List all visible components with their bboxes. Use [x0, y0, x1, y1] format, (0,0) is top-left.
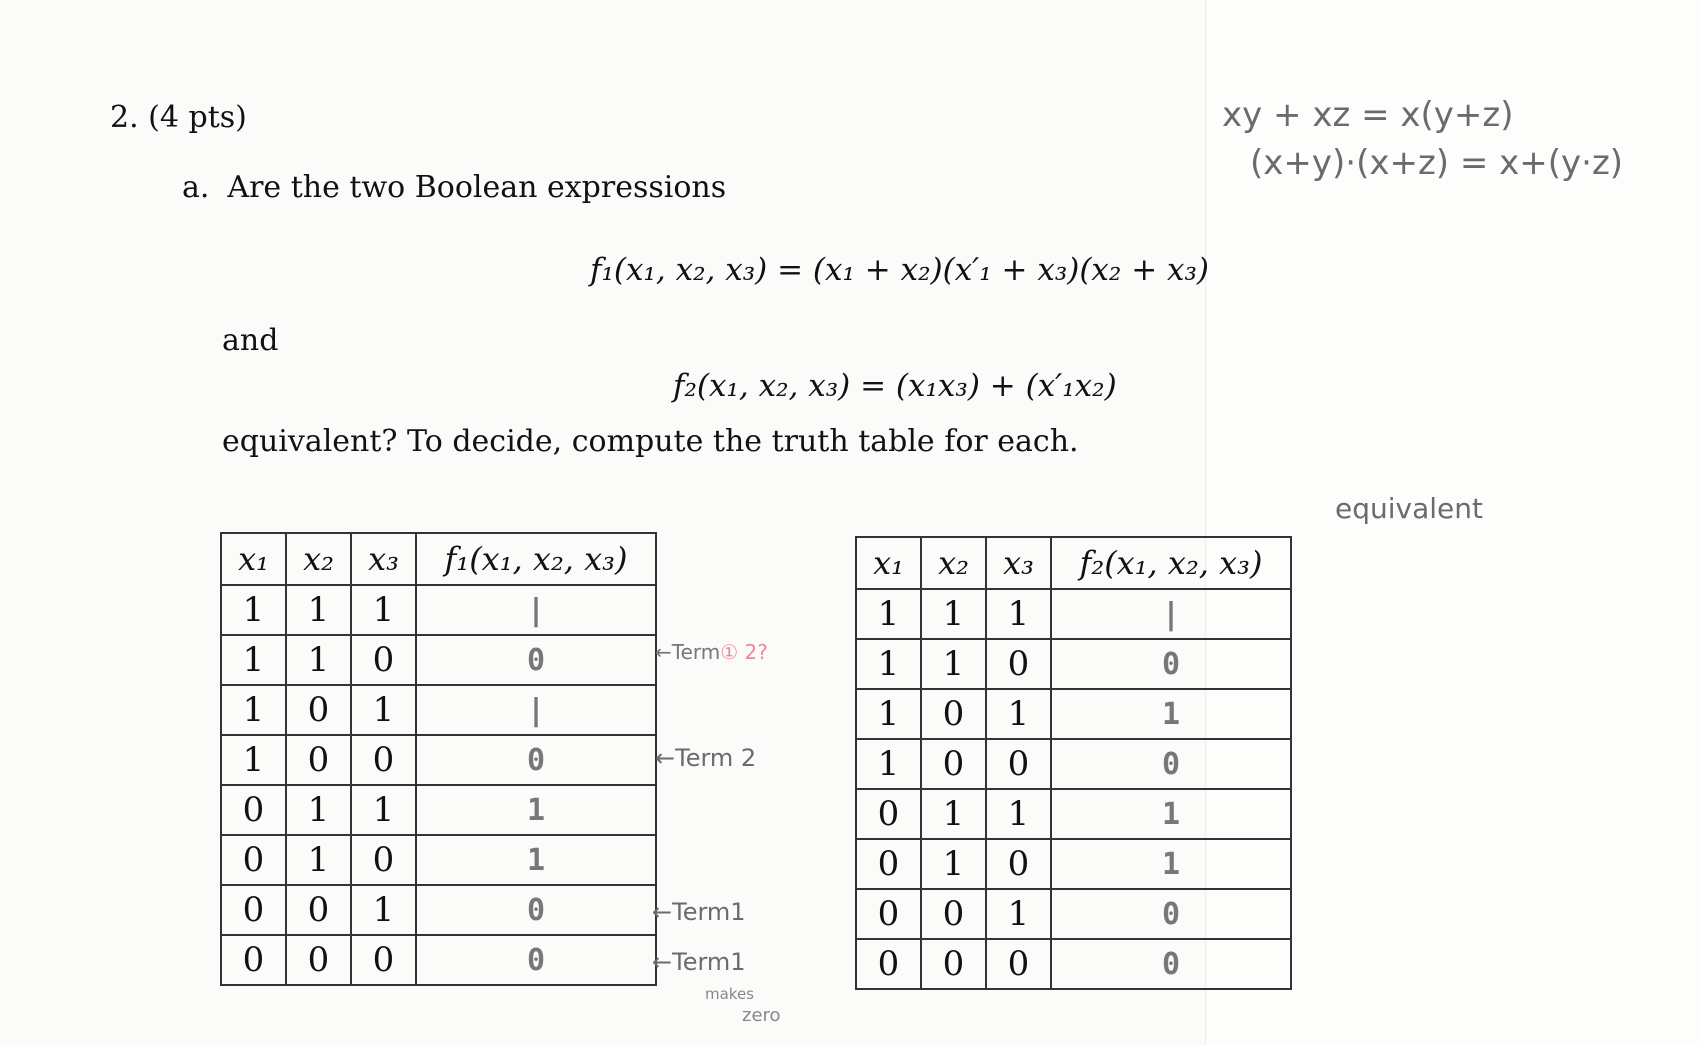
cell-x3: 0 — [351, 835, 416, 885]
cell-f-value: 1 — [1051, 839, 1291, 889]
table-row — [221, 685, 656, 735]
cell-x2: 1 — [921, 589, 986, 639]
cell-x1: 1 — [221, 685, 286, 735]
part-label: a. — [182, 170, 210, 205]
cell-x2: 0 — [921, 939, 986, 989]
handwritten-equivalent: equivalent — [1335, 492, 1483, 525]
cell-x2: 1 — [286, 635, 351, 685]
cell-x2: 0 — [286, 935, 351, 985]
cell-f-value: 1 — [416, 835, 656, 885]
truth-table-f1 — [220, 532, 657, 986]
cell-x3: 1 — [351, 885, 416, 935]
cell-x1: 1 — [221, 585, 286, 635]
cell-x2: 1 — [921, 839, 986, 889]
cell-x2: 1 — [921, 789, 986, 839]
handwritten-note-zero: zero — [742, 1005, 781, 1026]
cell-f-value: 0 — [1051, 639, 1291, 689]
handwritten-note-term-a — [655, 640, 768, 664]
cell-x3: 1 — [986, 789, 1051, 839]
table-row — [856, 939, 1291, 989]
header-x3: x₃ — [986, 537, 1051, 589]
table-row — [856, 789, 1291, 839]
handwritten-note-term2: ←Term 2 — [655, 744, 757, 772]
formula-f2: f₂(x₁, x₂, x₃) = (x₁x₃) + (x′₁x₂) — [673, 368, 1117, 404]
table-row — [856, 739, 1291, 789]
cell-f-value: 1 — [1051, 789, 1291, 839]
cell-x1: 1 — [856, 689, 921, 739]
cell-f-value: 0 — [416, 735, 656, 785]
cell-x2: 0 — [921, 739, 986, 789]
cell-x2: 1 — [286, 785, 351, 835]
cell-x3: 0 — [986, 639, 1051, 689]
handwritten-note-makes: makes — [705, 985, 754, 1003]
cell-x3: 1 — [986, 689, 1051, 739]
cell-x3: 1 — [351, 785, 416, 835]
note-term-a-text: ←Term — [655, 640, 721, 664]
cell-x2: 1 — [286, 835, 351, 885]
table-row — [221, 735, 656, 785]
table-row — [856, 839, 1291, 889]
cell-x1: 0 — [856, 939, 921, 989]
cell-f-value: 0 — [416, 885, 656, 935]
table-row — [221, 935, 656, 985]
table-row — [221, 635, 656, 685]
question-text: equivalent? To decide, compute the truth table for each. — [222, 424, 1079, 459]
cell-x1: 0 — [221, 785, 286, 835]
cell-x2: 0 — [921, 689, 986, 739]
cell-x1: 0 — [856, 889, 921, 939]
table-row — [221, 585, 656, 635]
cell-f-value: 1 — [416, 785, 656, 835]
cell-x3: 1 — [986, 589, 1051, 639]
header-x3: x₃ — [351, 533, 416, 585]
table-row — [221, 835, 656, 885]
cell-f-value: | — [416, 585, 656, 635]
cell-f-value: 0 — [416, 935, 656, 985]
header-x2: x₂ — [921, 537, 986, 589]
handwritten-identity-2: (x+y)·(x+z) = x+(y·z) — [1250, 143, 1624, 183]
cell-f-value: | — [1051, 589, 1291, 639]
handwritten-note-term1: ←Term1 — [652, 898, 746, 926]
cell-x1: 1 — [856, 739, 921, 789]
cell-f-value: 0 — [416, 635, 656, 685]
part-intro: Are the two Boolean expressions — [227, 170, 727, 205]
handwritten-note-term1b: ←Term1 — [652, 948, 746, 976]
cell-x1: 0 — [856, 839, 921, 889]
cell-x2: 1 — [286, 585, 351, 635]
cell-f-value: 0 — [1051, 939, 1291, 989]
handwritten-identity-1: xy + xz = x(y+z) — [1222, 95, 1514, 135]
cell-x3: 1 — [986, 889, 1051, 939]
table-header-row — [221, 533, 656, 585]
cell-x1: 0 — [221, 835, 286, 885]
cell-f-value: 0 — [1051, 889, 1291, 939]
cell-x1: 0 — [221, 885, 286, 935]
table-header-row — [856, 537, 1291, 589]
cell-x3: 0 — [351, 635, 416, 685]
cell-x1: 0 — [221, 935, 286, 985]
table-row — [221, 785, 656, 835]
table-row — [856, 889, 1291, 939]
header-x1: x₁ — [856, 537, 921, 589]
cell-x2: 0 — [286, 735, 351, 785]
cell-x1: 1 — [221, 635, 286, 685]
cell-x3: 0 — [351, 735, 416, 785]
problem-number: 2. (4 pts) — [110, 100, 247, 135]
part-a-prompt — [182, 170, 726, 205]
header-f1: f₁(x₁, x₂, x₃) — [416, 533, 656, 585]
formula-f1: f₁(x₁, x₂, x₃) = (x₁ + x₂)(x′₁ + x₃)(x₂ + x₃) — [590, 252, 1210, 288]
cell-f-value: 0 — [1051, 739, 1291, 789]
cell-x3: 0 — [986, 939, 1051, 989]
cell-x3: 1 — [351, 685, 416, 735]
cell-x2: 0 — [286, 885, 351, 935]
header-x2: x₂ — [286, 533, 351, 585]
cell-x2: 0 — [921, 889, 986, 939]
table-row — [856, 639, 1291, 689]
header-x1: x₁ — [221, 533, 286, 585]
cell-x1: 1 — [221, 735, 286, 785]
table-row — [856, 689, 1291, 739]
cell-x3: 0 — [986, 839, 1051, 889]
header-f2: f₂(x₁, x₂, x₃) — [1051, 537, 1291, 589]
and-text: and — [222, 323, 279, 358]
cell-x3: 0 — [986, 739, 1051, 789]
cell-f-value: 1 — [1051, 689, 1291, 739]
cell-x1: 0 — [856, 789, 921, 839]
note-term-a-mark: ① 2? — [720, 640, 768, 664]
cell-x1: 1 — [856, 589, 921, 639]
cell-x2: 0 — [286, 685, 351, 735]
cell-x2: 1 — [921, 639, 986, 689]
cell-x3: 1 — [351, 585, 416, 635]
truth-table-f2 — [855, 536, 1292, 990]
cell-f-value: | — [416, 685, 656, 735]
cell-x3: 0 — [351, 935, 416, 985]
table-row — [856, 589, 1291, 639]
cell-x1: 1 — [856, 639, 921, 689]
table-row — [221, 885, 656, 935]
